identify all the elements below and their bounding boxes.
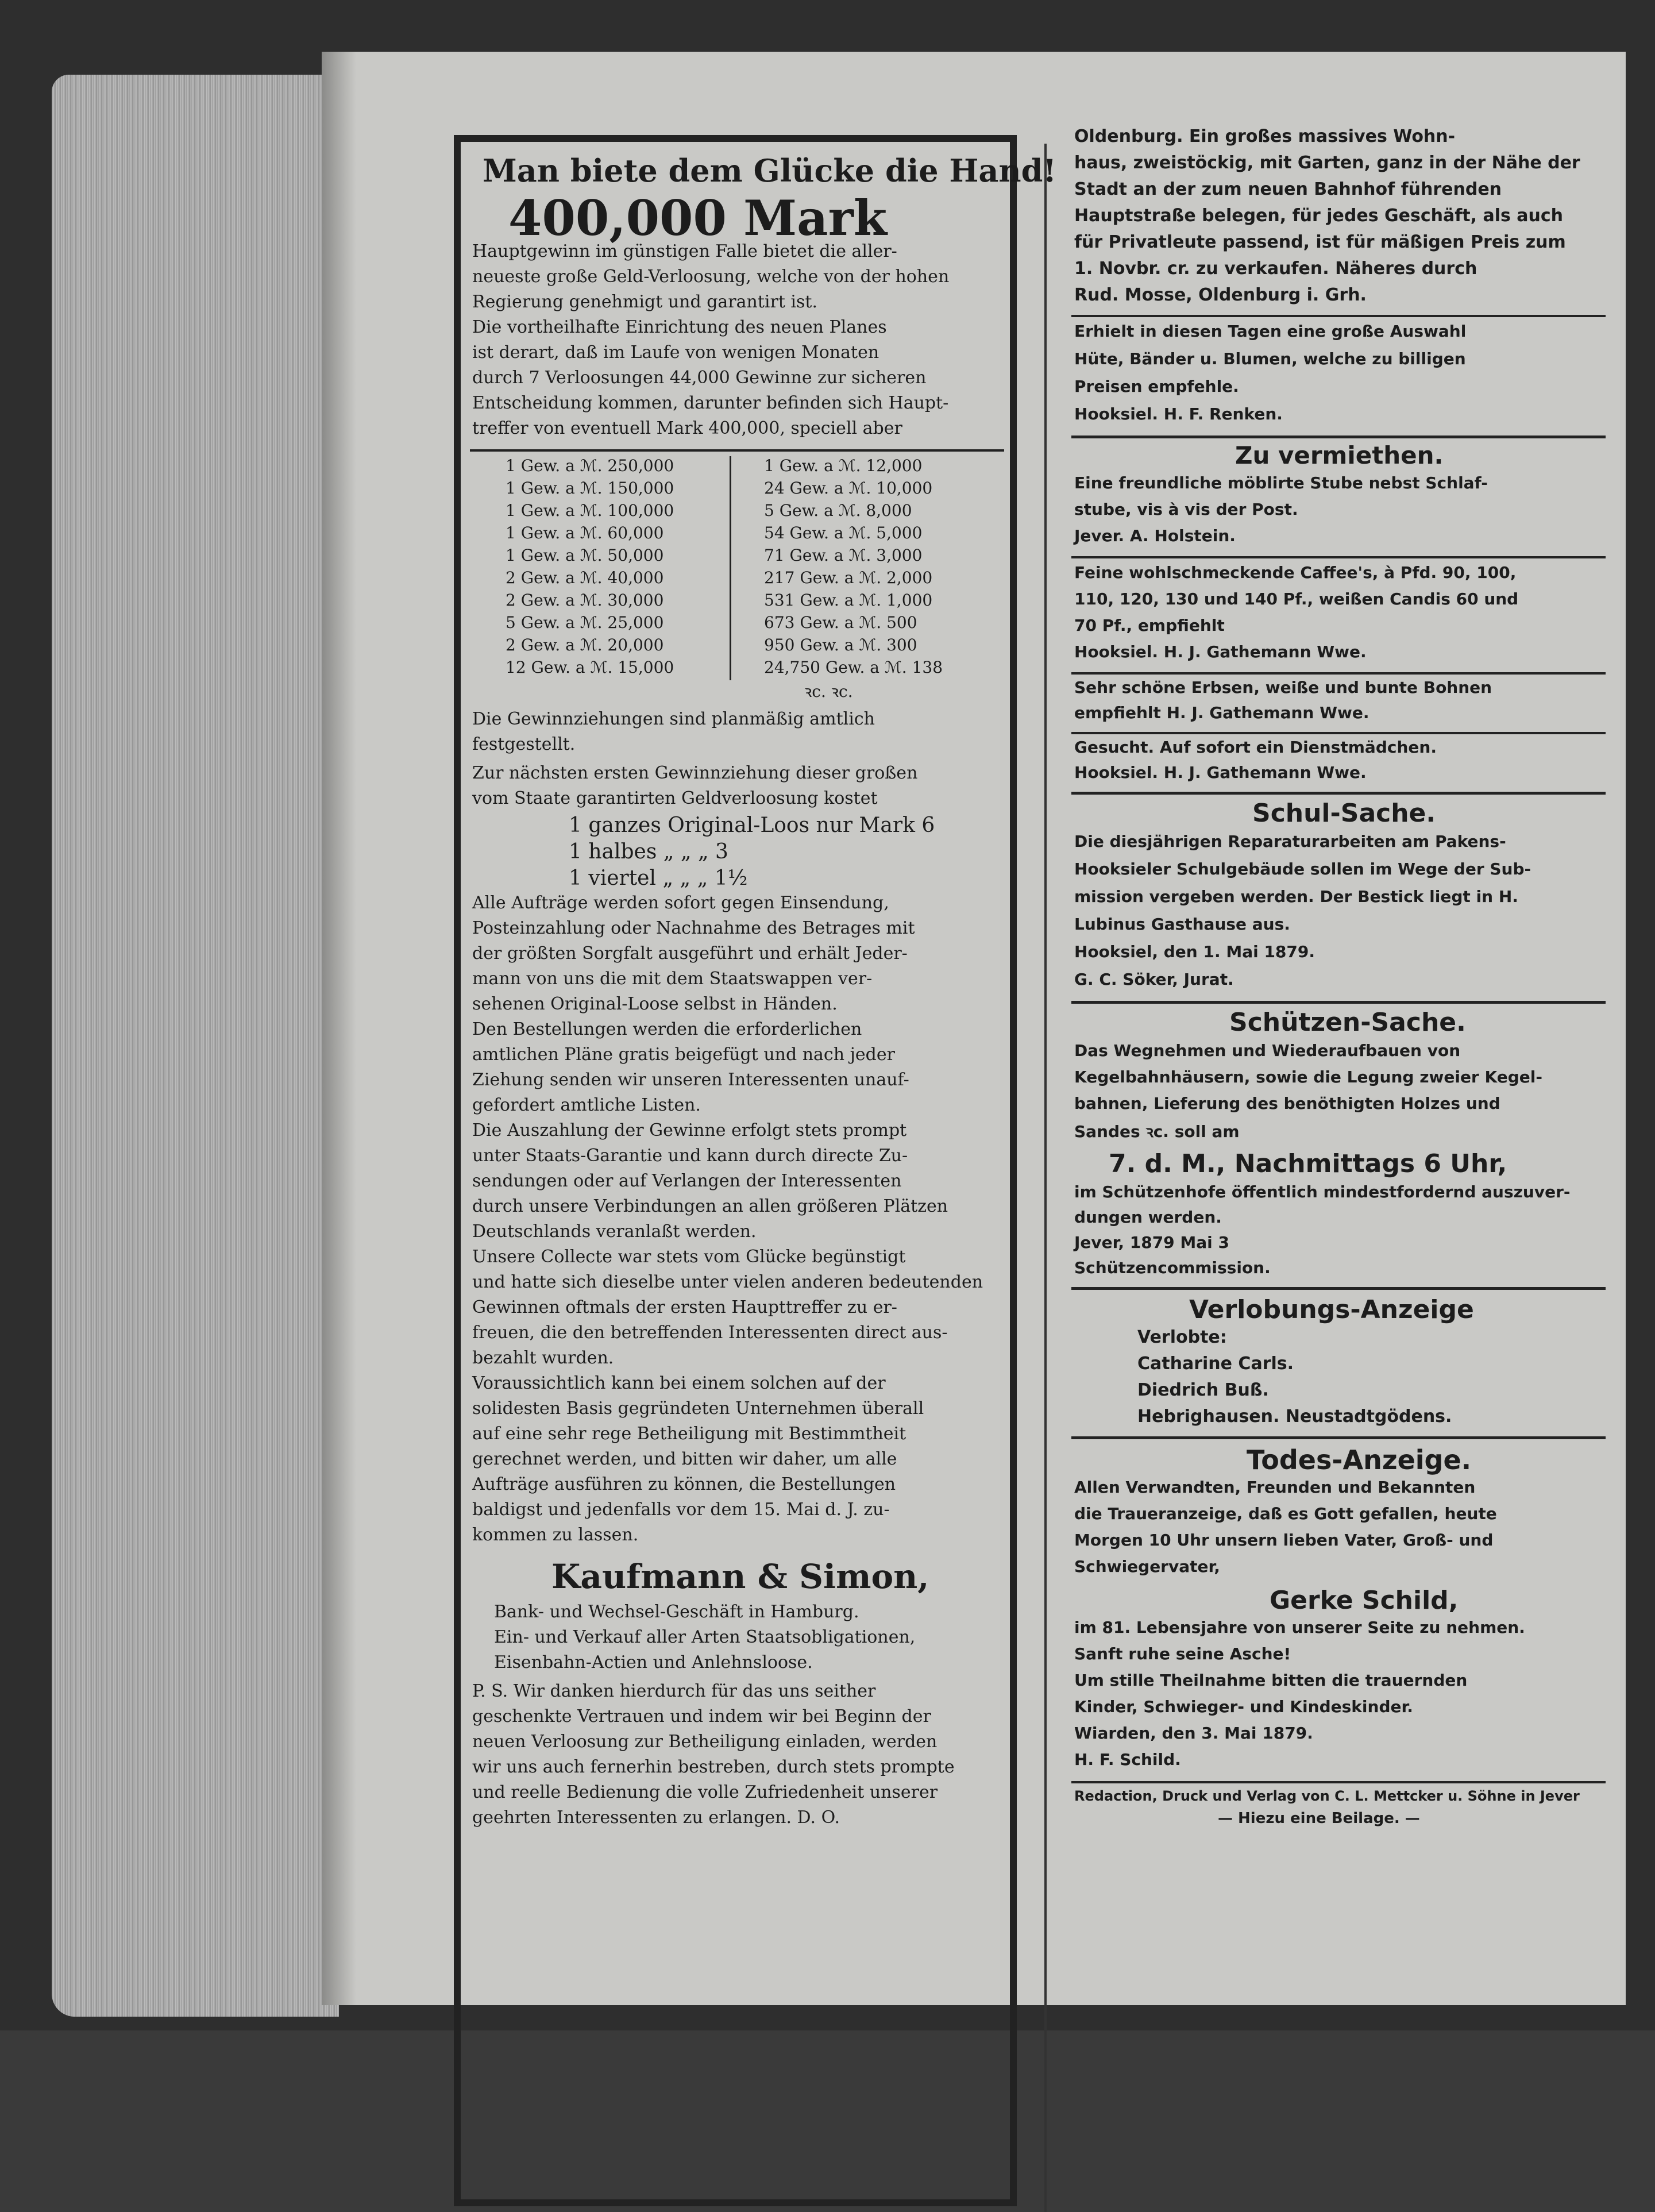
prize-left-entry: 1 Gew. a ℳ. 50,000 [506, 546, 664, 565]
rule [1071, 556, 1606, 558]
verlobung-line: Catharine Carls. [1137, 1354, 1294, 1374]
ad-para-line: ist derart, daß im Laufe von wenigen Monaten [472, 342, 879, 363]
schul-title: Schul-Sache. [1252, 799, 1436, 828]
hute-line: Hüte, Bänder u. Blumen, welche zu billigen [1074, 349, 1466, 368]
ps-line: P. S. Wir danken hierdurch für das uns seither [472, 1681, 876, 1701]
vermiethen-line: Jever. A. Holstein. [1074, 526, 1236, 545]
todes-line: Sanft ruhe seine Asche! [1074, 1644, 1291, 1663]
ad-para-line: sendungen oder auf Verlangen der Interessenten [472, 1171, 902, 1191]
prize-right-entry: 24,750 Gew. a ℳ. 138 [764, 658, 943, 677]
schuetzen-title: Schützen-Sache. [1229, 1008, 1466, 1037]
ad-para-line: durch 7 Verloosungen 44,000 Gewinne zur sicheren [472, 368, 927, 388]
prize-right-entry: 54 Gew. a ℳ. 5,000 [764, 523, 923, 542]
schul-line: Die diesjährigen Reparaturarbeiten am Pakens- [1074, 832, 1506, 851]
rule [1071, 1781, 1606, 1783]
vermiethen-line: stube, vis à vis der Post. [1074, 500, 1298, 519]
verlobung-line: Diedrich Buß. [1137, 1380, 1269, 1400]
erbsen-line: empfiehlt H. J. Gathemann Wwe. [1074, 703, 1369, 722]
ad-para-line: bezahlt wurden. [472, 1348, 614, 1368]
ad-para-line: Die Auszahlung der Gewinne erfolgt stets prompt [472, 1120, 907, 1140]
gesucht-line: Gesucht. Auf sofort ein Dienstmädchen. [1074, 738, 1437, 757]
todes-line: im 81. Lebensjahre von unserer Seite zu nehmen. [1074, 1618, 1525, 1637]
ad-para-line: freuen, die den betreffenden Interessenten direct aus- [472, 1323, 948, 1343]
prize-left-entry: 1 Gew. a ℳ. 60,000 [506, 523, 664, 542]
hute-line: Preisen empfehle. [1074, 377, 1239, 396]
ps-line: neuen Verloosung zur Betheiligung einladen, werden [472, 1732, 938, 1752]
todes-line: Morgen 10 Uhr unsern lieben Vater, Groß- und [1074, 1531, 1494, 1550]
prize-left-entry: 2 Gew. a ℳ. 20,000 [506, 635, 664, 654]
ps-line: geehrten Interessenten zu erlangen. D. O. [472, 1808, 840, 1828]
ad-para-line: festgestellt. [472, 734, 576, 754]
schuetzen-line: Schützencommission. [1074, 1258, 1271, 1277]
ad-para-line: Die vortheilhafte Einrichtung des neuen Planes [472, 317, 887, 337]
ad-para-line: amtlichen Pläne gratis beigefügt und nach jeder [472, 1045, 895, 1065]
ad-para-line: Gewinnen oftmals der ersten Haupttreffer zu er- [472, 1297, 897, 1317]
ad-para-line: solidesten Basis gegründeten Unternehmen überall [472, 1398, 924, 1419]
price-line: 1 viertel „ „ „ 1½ [569, 866, 748, 890]
todes-line: die Traueranzeige, daß es Gott gefallen, heute [1074, 1504, 1497, 1523]
schuetzen-line: Sandes ꝛc. soll am [1074, 1122, 1240, 1141]
ad-intro-line: Regierung genehmigt und garantirt ist. [472, 292, 817, 312]
prize-right-entry: 24 Gew. a ℳ. 10,000 [764, 479, 933, 498]
todes-line: Schwiegervater, [1074, 1557, 1220, 1576]
ad-para-line: und hatte sich dieselbe unter vielen anderen bedeutenden [472, 1272, 983, 1292]
imprint: Redaction, Druck und Verlag von C. L. Mettcker u. Söhne in Jever [1074, 1788, 1580, 1804]
prize-left-entry: 1 Gew. a ℳ. 150,000 [506, 479, 674, 498]
rule [1071, 1001, 1606, 1004]
oldenburg-line: haus, zweistöckig, mit Garten, ganz in der Nähe der [1074, 153, 1580, 173]
schuetzen-line: Das Wegnehmen und Wiederaufbauen von [1074, 1041, 1461, 1060]
ps-line: und reelle Bedienung die volle Zufriedenheit unserer [472, 1782, 938, 1802]
ad-para-line: Die Gewinnziehungen sind planmäßig amtlich [472, 709, 875, 729]
todes-line: H. F. Schild. [1074, 1750, 1181, 1769]
prize-right-entry: 71 Gew. a ℳ. 3,000 [764, 546, 923, 565]
rule [1071, 732, 1606, 734]
price-line: 1 ganzes Original-Loos nur Mark 6 [569, 814, 935, 837]
rule [1071, 1287, 1606, 1290]
page-gutter [322, 52, 356, 2005]
schuetzen-line: Jever, 1879 Mai 3 [1074, 1233, 1229, 1252]
rule [1071, 792, 1606, 795]
oldenburg-line: für Privatleute passend, ist für mäßigen Preis zum [1074, 232, 1566, 252]
schul-line: G. C. Söker, Jurat. [1074, 970, 1234, 989]
rule [1071, 315, 1606, 317]
prize-right-entry: 673 Gew. a ℳ. 500 [764, 613, 917, 632]
oldenburg-line: Oldenburg. Ein großes massives Wohn- [1074, 126, 1456, 147]
price-line: 1 halbes „ „ „ 3 [569, 840, 728, 864]
firm-line: Bank- und Wechsel-Geschäft in Hamburg. [494, 1602, 859, 1622]
hute-line: Hooksiel. H. F. Renken. [1074, 404, 1283, 423]
oldenburg-line: 1. Novbr. cr. zu verkaufen. Näheres durch [1074, 259, 1477, 279]
ad-para-line: sehenen Original-Loose selbst in Händen. [472, 994, 838, 1014]
prize-right-entry: 950 Gew. a ℳ. 300 [764, 635, 917, 654]
ad-para-line: Aufträge ausführen zu können, die Bestellungen [472, 1474, 896, 1494]
rule [1071, 436, 1606, 438]
ps-line: wir uns auch fernerhin bestreben, durch stets prompte [472, 1757, 955, 1777]
prize-left-entry: 2 Gew. a ℳ. 40,000 [506, 568, 664, 587]
todes-line: Um stille Theilnahme bitten die trauernden [1074, 1671, 1468, 1690]
schul-line: mission vergeben werden. Der Bestick liegt in H. [1074, 887, 1518, 906]
ad-amount: 400,000 Mark [508, 190, 888, 246]
ad-intro-line: Hauptgewinn im günstigen Falle bietet die aller- [472, 241, 897, 261]
vermiethen-line: Eine freundliche möblirte Stube nebst Schlaf- [1074, 473, 1488, 492]
oldenburg-line: Hauptstraße belegen, für jedes Geschäft, als auch [1074, 206, 1564, 226]
schuetzen-date: 7. d. M., Nachmittags 6 Uhr, [1109, 1149, 1507, 1178]
ad-para-line: vom Staate garantirten Geldverloosung kostet [472, 788, 878, 808]
ad-para-line: Deutschlands veranlaßt werden. [472, 1221, 757, 1242]
prize-right-entry: 1 Gew. a ℳ. 12,000 [764, 456, 923, 475]
oldenburg-line: Rud. Mosse, Oldenburg i. Grh. [1074, 285, 1367, 305]
ad-para-line: treffer von eventuell Mark 400,000, speciell aber [472, 418, 902, 438]
caffee-line: 70 Pf., empfiehlt [1074, 616, 1225, 635]
todes-name: Gerke Schild, [1270, 1586, 1459, 1615]
ad-para-line: Entscheidung kommen, darunter befinden sich Haupt- [472, 393, 949, 413]
ad-para-line: Posteinzahlung oder Nachnahme des Betrages mit [472, 918, 915, 938]
ps-line: geschenkte Vertrauen und indem wir bei Beginn der [472, 1706, 931, 1727]
ad-intro-line: neueste große Geld-Verloosung, welche von der hohen [472, 267, 950, 287]
prize-right-entry: 5 Gew. a ℳ. 8,000 [764, 501, 912, 520]
verlobung-title: Verlobungs-Anzeige [1189, 1295, 1474, 1324]
ad-para-line: unter Staats-Garantie und kann durch directe Zu- [472, 1146, 908, 1166]
ad-para-line: auf eine sehr rege Betheiligung mit Bestimmtheit [472, 1424, 906, 1444]
verlobung-line: Hebrighausen. Neustadtgödens. [1137, 1406, 1452, 1427]
prize-right-entry: 217 Gew. a ℳ. 2,000 [764, 568, 933, 587]
ad-para-line: Den Bestellungen werden die erforderlichen [472, 1019, 862, 1039]
schuetzen-line: im Schützenhofe öffentlich mindestfordernd auszuver- [1074, 1182, 1571, 1201]
prize-left-entry: 1 Gew. a ℳ. 250,000 [506, 456, 674, 475]
ad-para-line: gefordert amtliche Listen. [472, 1095, 701, 1115]
todes-title: Todes-Anzeige. [1247, 1444, 1472, 1475]
ad-para-line: baldigst und jedenfalls vor dem 15. Mai d. J. zu- [472, 1500, 890, 1520]
prize-left-entry: 2 Gew. a ℳ. 30,000 [506, 591, 664, 610]
ad-para-line: der größten Sorgfalt ausgeführt und erhält Jeder- [472, 943, 908, 964]
ad-para-line: kommen zu lassen. [472, 1525, 639, 1545]
rule [1071, 1436, 1606, 1439]
prize-right-entry: 531 Gew. a ℳ. 1,000 [764, 591, 933, 610]
prize-left-entry: 1 Gew. a ℳ. 100,000 [506, 501, 674, 520]
firm-line: Ein- und Verkauf aller Arten Staatsobligationen, [494, 1627, 916, 1647]
erbsen-line: Sehr schöne Erbsen, weiße und bunte Bohnen [1074, 678, 1492, 697]
prize-left-entry: 12 Gew. a ℳ. 15,000 [506, 658, 674, 677]
column-rule [1044, 144, 1047, 2212]
ad-para-line: Zur nächsten ersten Gewinnziehung dieser großen [472, 763, 918, 783]
ad-para-line: durch unsere Verbindungen an allen größeren Plätzen [472, 1196, 948, 1216]
verlobung-line: Verlobte: [1137, 1327, 1227, 1347]
caffee-line: Feine wohlschmeckende Caffee's, à Pfd. 90, 100, [1074, 563, 1517, 582]
ad-para-line: Ziehung senden wir unseren Interessenten unauf- [472, 1070, 909, 1090]
schul-line: Hooksieler Schulgebäude sollen im Wege der Sub- [1074, 860, 1531, 878]
schul-line: Hooksiel, den 1. Mai 1879. [1074, 942, 1315, 961]
ad-para-line: Alle Aufträge werden sofort gegen Einsendung, [472, 893, 889, 913]
ad-headline: Man biete dem Glücke die Hand! [483, 152, 1057, 189]
schul-line: Lubinus Gasthause aus. [1074, 915, 1290, 934]
prize-etc: ꝛc. ꝛc. [804, 682, 853, 701]
firm-name: Kaufmann & Simon, [551, 1557, 929, 1596]
oldenburg-line: Stadt an der zum neuen Bahnhof führenden [1074, 179, 1502, 199]
hute-line: Erhielt in diesen Tagen eine große Auswahl [1074, 322, 1467, 341]
book-page-edges [52, 75, 339, 2017]
todes-line: Wiarden, den 3. Mai 1879. [1074, 1724, 1313, 1743]
firm-line: Eisenbahn-Actien und Anlehnsloose. [494, 1652, 813, 1673]
ad-para-line: Voraussichtlich kann bei einem solchen auf der [472, 1373, 886, 1393]
ad-para-line: mann von uns die mit dem Staatswappen ver- [472, 969, 873, 989]
ad-para-line: gerechnet werden, und bitten wir daher, um alle [472, 1449, 897, 1469]
rule [1071, 672, 1606, 675]
ad-para-line: Unsere Collecte war stets vom Glücke begünstigt [472, 1247, 906, 1267]
vermiethen-title: Zu vermiethen. [1235, 441, 1444, 469]
beilage-note: — Hiezu eine Beilage. — [1218, 1810, 1420, 1827]
schuetzen-line: bahnen, Lieferung des benöthigten Holzes und [1074, 1094, 1500, 1113]
schuetzen-line: Kegelbahnhäusern, sowie die Legung zweier Kegel- [1074, 1068, 1542, 1086]
todes-line: Kinder, Schwieger- und Kindeskinder. [1074, 1697, 1413, 1716]
prize-left-entry: 5 Gew. a ℳ. 25,000 [506, 613, 664, 632]
todes-line: Allen Verwandten, Freunden und Bekannten [1074, 1478, 1476, 1497]
schuetzen-line: dungen werden. [1074, 1208, 1222, 1227]
prize-table-top-rule [470, 449, 1004, 452]
caffee-line: 110, 120, 130 und 140 Pf., weißen Candis 60 und [1074, 589, 1519, 608]
prize-table-divider [730, 456, 731, 680]
gesucht-line: Hooksiel. H. J. Gathemann Wwe. [1074, 763, 1367, 782]
caffee-line: Hooksiel. H. J. Gathemann Wwe. [1074, 642, 1367, 661]
